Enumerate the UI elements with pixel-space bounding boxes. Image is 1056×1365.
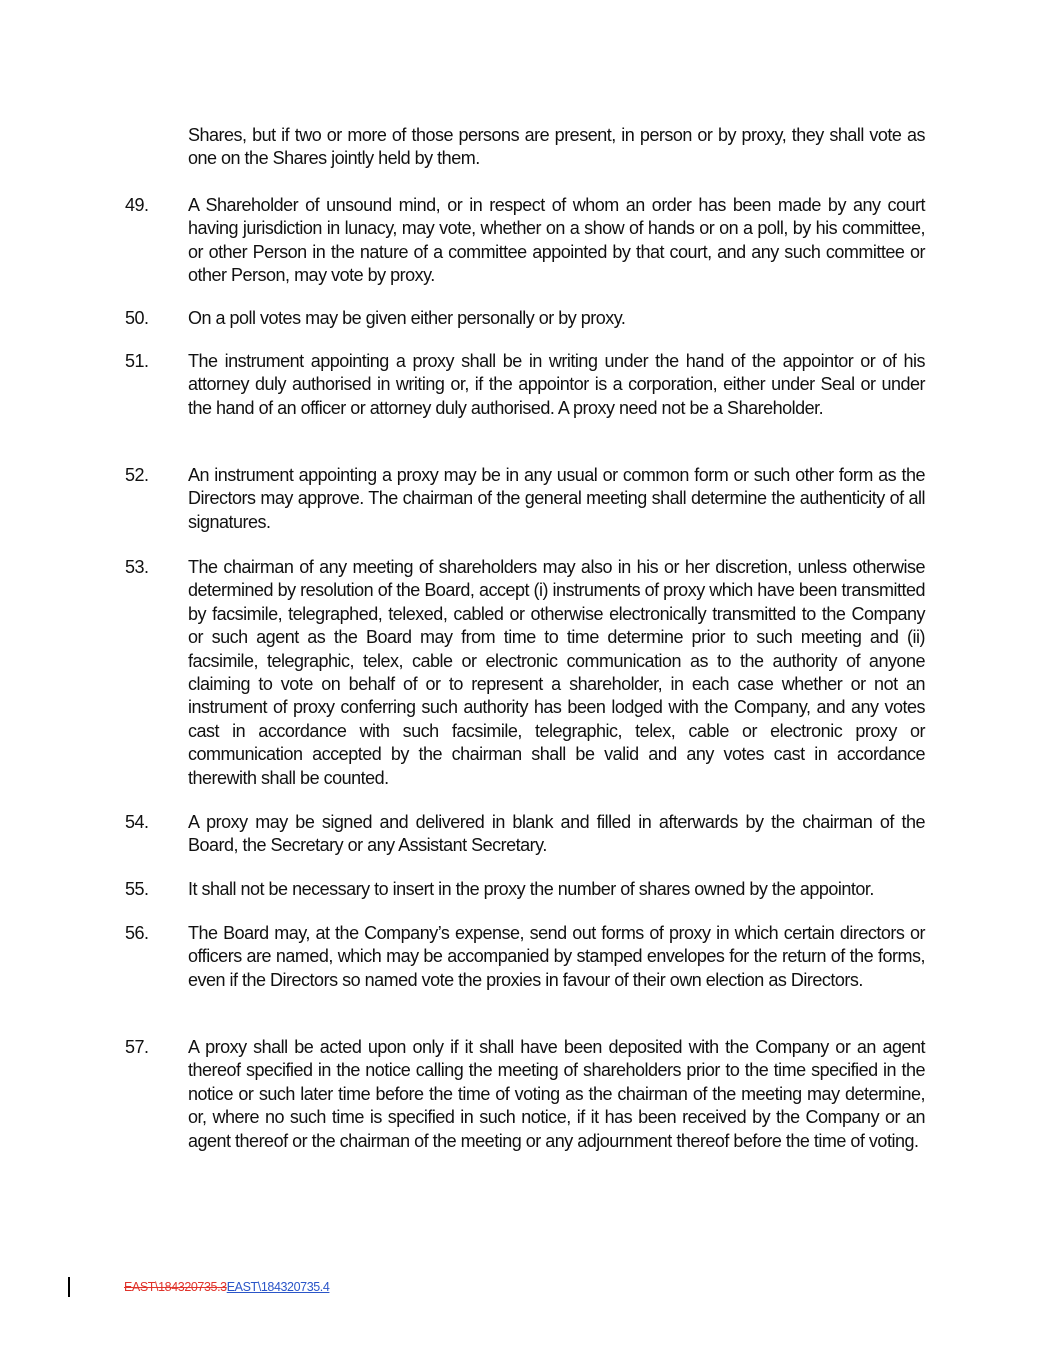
continuation-text: Shares, but if two or more of those persons are present, in person or by proxy, they shall vote as one on the Shares jointly held by them.: [188, 125, 925, 169]
paragraph-text: An instrument appointing a proxy may be in any usual or common form or such other form as the Directors may approve. The chairman of the general meeting shall determine the authenticity of all signatures.: [188, 465, 925, 532]
paragraph-number: 57.: [125, 1037, 149, 1057]
change-bar: [68, 1277, 70, 1297]
paragraph-text: A proxy may be signed and delivered in blank and filled in afterwards by the chairman of the Board, the Secretary or any Assistant Secretary.: [188, 812, 925, 856]
paragraph-number: 54.: [125, 812, 149, 832]
deleted-reference: EAST\184320735.3: [124, 1280, 227, 1294]
paragraph-number: 53.: [125, 557, 149, 577]
paragraph-text: The chairman of any meeting of shareholders may also in his or her discretion, unless otherwise determined by resolution of the Board, accept (i) instruments of proxy which have been transmitted by facsimile, telegraphed, telexed, cabled or otherwise electronically transmitted to the Company or such agent as the Board may from time to time determine prior to such meeting and (ii) facsimile, telegraphic, telex, cable or electronic communication as to the authority of anyone claiming to vote on behalf of or to represent a shareholder, in each case whether or not an instrument of proxy conferring such authority has been lodged with the Company, and any votes cast in accordance with such facsimile, telegraphic, telex, cable or electronic proxy or communication accepted by the chairman shall be valid and any votes cast in accordance therewith shall be counted.: [188, 557, 925, 788]
paragraph-number: 50.: [125, 308, 149, 328]
paragraph-text: The Board may, at the Company’s expense, send out forms of proxy in which certain directors or officers are named, which may be accompanied by stamped envelopes for the return of the forms, even if the Directors so named vote the proxies in favour of their own election as Directors.: [188, 923, 925, 990]
paragraph-number: 55.: [125, 879, 149, 899]
paragraph-number: 51.: [125, 351, 149, 371]
paragraph-text: The instrument appointing a proxy shall be in writing under the hand of the appointor or of his attorney duly authorised in writing or, if the appointor is a corporation, either under Seal or under the hand of an officer or attorney duly authorised. A proxy need not be a Shareholder.: [188, 351, 925, 418]
paragraph-text: On a poll votes may be given either personally or by proxy.: [188, 308, 626, 328]
paragraph-number: 56.: [125, 923, 149, 943]
paragraph-text: A Shareholder of unsound mind, or in respect of whom an order has been made by any court having jurisdiction in lunacy, may vote, whether on a show of hands or on a poll, by his committee, or other Person in the nature of a committee appointed by that court, and any such committee or other Person, may vote by proxy.: [188, 195, 925, 286]
paragraph-number: 49.: [125, 195, 149, 215]
paragraph-number: 52.: [125, 465, 149, 485]
document-reference-footer: [124, 1279, 329, 1295]
paragraph-text: A proxy shall be acted upon only if it shall have been deposited with the Company or an agent thereof specified in the notice calling the meeting of shareholders prior to the time specified in the notice or such later time before the time of voting as the chairman of the meeting may determine, or, where no such time is specified in such notice, if it has been received by the Company or an agent thereof or the chairman of the meeting or any adjournment thereof before the time of voting.: [188, 1037, 925, 1151]
inserted-reference: EAST\184320735.4: [226, 1280, 330, 1294]
paragraph-text: It shall not be necessary to insert in the proxy the number of shares owned by the appointor.: [188, 879, 874, 899]
